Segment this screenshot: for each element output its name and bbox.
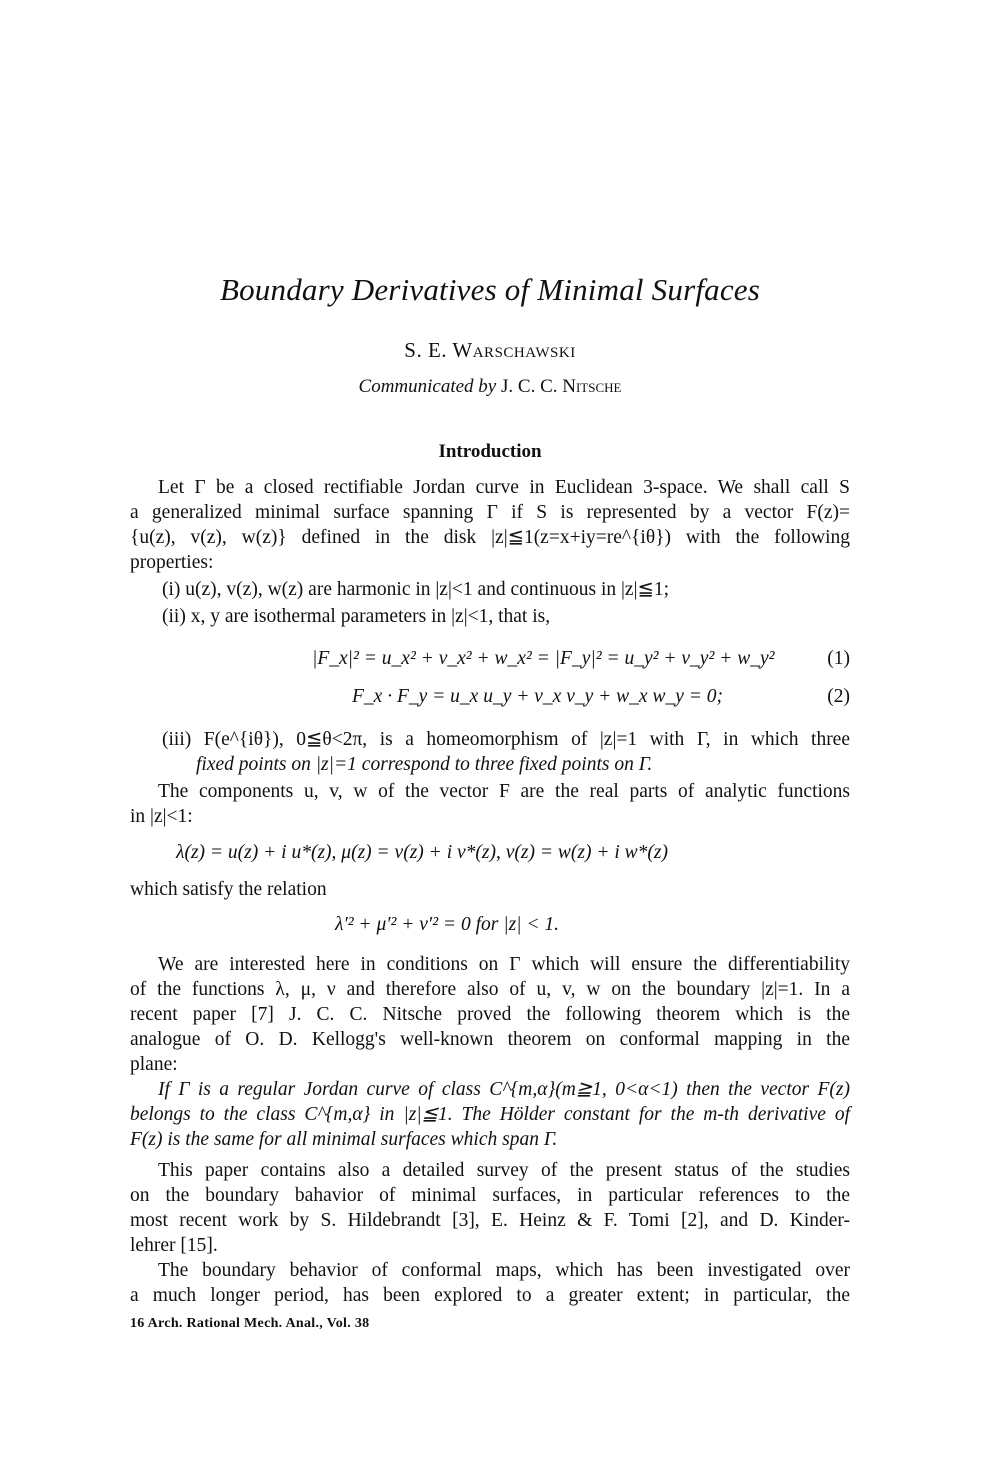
paper-title: Boundary Derivatives of Minimal Surfaces — [219, 272, 761, 307]
theorem-line: belongs to the class C^{m,α} in |z|≦1. The Hölder constant for the m-th derivative of — [130, 1104, 850, 1125]
author-name: S. E. Warschawski — [404, 338, 576, 362]
equation-1: |F_x|² = u_x² + v_x² + w_x² = |F_y|² = u_y² + v_y² + w_y² — [312, 648, 775, 669]
section-heading: Introduction — [438, 441, 542, 462]
text-line: {u(z), v(z), w(z)} defined in the disk |z|≦1(z=x+iy=re^{iθ}) with the following — [130, 527, 850, 548]
theorem-line: If Γ is a regular Jordan curve of class C^{m,α}(m≧1, 0<α<1) then the vector F(z) — [158, 1079, 850, 1100]
communicator-name: J. C. C. Nitsche — [501, 376, 622, 397]
text-line: The components u, v, w of the vector F are the real parts of analytic functions — [158, 781, 850, 802]
text-line: Let Γ be a closed rectifiable Jordan curve in Euclidean 3-space. We shall call S — [158, 477, 850, 498]
equation-4: λ′² + μ′² + ν′² = 0 for |z| < 1. — [335, 914, 560, 935]
text-line: recent paper [7] J. C. C. Nitsche proved the following theorem which is the — [130, 1004, 850, 1025]
text-line: lehrer [15]. — [130, 1235, 218, 1256]
text-line: The boundary behavior of conformal maps, which has been investigated over — [158, 1260, 850, 1281]
equation-number: (1) — [827, 648, 850, 669]
text-line: plane: — [130, 1054, 178, 1075]
text-line: most recent work by S. Hildebrandt [3], E. Heinz & F. Tomi [2], and D. Kinder- — [130, 1210, 850, 1231]
equation-3: λ(z) = u(z) + i u*(z), μ(z) = v(z) + i v*(z), ν(z) = w(z) + i w*(z) — [176, 842, 668, 863]
list-item: (i) u(z), v(z), w(z) are harmonic in |z|<1 and continuous in |z|≦1; — [162, 579, 669, 600]
text-line: We are interested here in conditions on Γ which will ensure the differentiability — [158, 954, 850, 975]
text-line: a much longer period, has been explored to a greater extent; in particular, the — [130, 1285, 850, 1306]
paper-page — [130, 0, 850, 1463]
communicated-by — [130, 376, 850, 398]
list-item-continued: fixed points on |z|=1 correspond to three fixed points on Γ. — [196, 754, 653, 775]
text-line: in |z|<1: — [130, 806, 193, 827]
text-line: analogue of O. D. Kellogg's well-known theorem on conformal mapping in the — [130, 1029, 850, 1050]
text-line: This paper contains also a detailed survey of the present status of the studies — [158, 1160, 850, 1181]
text-line: of the functions λ, μ, ν and therefore also of u, v, w on the boundary |z|=1. In a — [130, 979, 850, 1000]
list-item: (ii) x, y are isothermal parameters in |z|<1, that is, — [162, 606, 551, 627]
text-line: which satisfy the relation — [130, 879, 327, 900]
text-line: on the boundary bahavior of minimal surfaces, in particular references to the — [130, 1185, 850, 1206]
list-item: (iii) F(e^{iθ}), 0≦θ<2π, is a homeomorphism of |z|=1 with Γ, in which three — [162, 729, 850, 750]
equation-number: (2) — [827, 686, 850, 707]
communicated-prefix: Communicated by — [358, 376, 497, 397]
equation-2: F_x · F_y = u_x u_y + v_x v_y + w_x w_y = 0; — [352, 686, 724, 707]
theorem-line: F(z) is the same for all minimal surfaces which span Γ. — [130, 1129, 558, 1150]
text-line: properties: — [130, 552, 214, 573]
text-line: a generalized minimal surface spanning Γ if S is represented by a vector F(z)= — [130, 502, 850, 523]
page-footer: 16 Arch. Rational Mech. Anal., Vol. 38 — [130, 1316, 370, 1331]
